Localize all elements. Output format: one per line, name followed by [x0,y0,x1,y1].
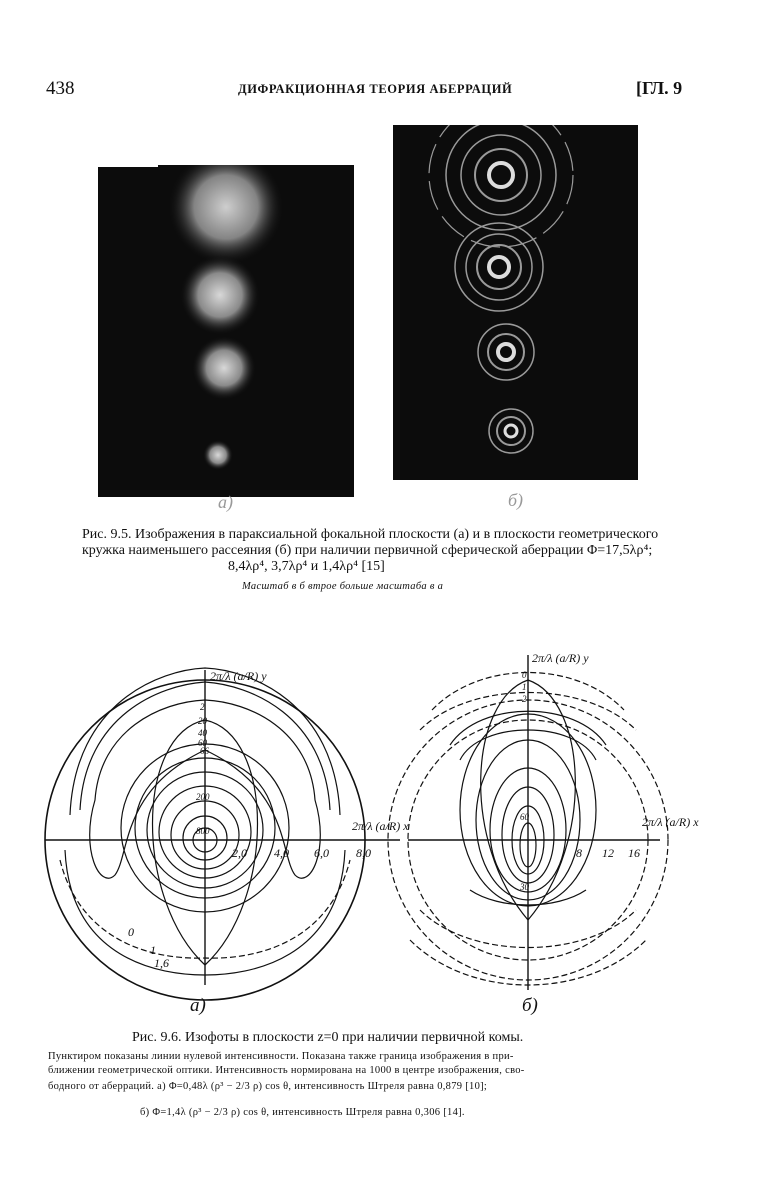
panel-b-contour-label-2: 1 [522,682,527,692]
figure-9-5-caption-line-1: Рис. 9.5. Изображения в параксиальной фокальной плоскости (а) и в плоскости геометрического [82,527,659,542]
panel-a-diagram [45,668,400,1000]
running-title: ДИФРАКЦИОННАЯ ТЕОРИЯ АБЕРРАЦИЙ [238,82,513,96]
figure-9-5-label-b: б) [508,490,524,510]
figure-9-6-label-a: а) [190,995,206,1016]
figure-9-6-label-b: б) [522,995,538,1016]
figure-9-5-photo-a [98,165,354,497]
panel-b-y-axis-label: 2π/λ (a/R) y [532,651,589,665]
spot-1 [168,165,284,265]
panel-b-x-axis-label: 2π/λ (a/R) x [642,815,699,829]
panel-a-contour-label-9: 1 [150,943,156,957]
panel-a-contour-label-6: 200 [196,792,210,802]
ring-set-1 [429,125,573,247]
figure-9-5-caption-line-2: кружка наименьшего рассеяния (б) при наличии первичной сферической аберрации Φ=17,5λρ⁴; [82,543,653,558]
panel-a-x-tick-2: 4,0 [274,846,289,860]
figure-9-5-label-a: а) [218,492,233,512]
figure-9-5-scale-note: Масштаб в б втрое больше масштаба в а [242,581,444,592]
photo-b-rings [393,125,638,480]
figure-9-6-caption-line-1: Пунктиром показаны линии нулевой интенсивности. Показана также граница изображения в при- [48,1051,514,1062]
panel-a-contour-label-5: 66 [200,746,209,756]
panel-a-x-axis-label: 2π/λ (a/R) x [352,819,409,833]
ring-set-2 [455,223,543,311]
panel-a-contour-label-1: 2 [200,702,205,712]
photo-a-spots [98,165,354,497]
chapter-reference: [ГЛ. 9 [636,78,683,98]
figure-9-6-caption-line-2: ближении геометрической оптики. Интенсивность нормирована на 1000 в центре изображения, сво- [48,1065,525,1076]
panel-a-x-tick-1: 2,0 [232,846,247,860]
figure-9-5-photo-b [393,125,638,480]
panel-a-contour-label-4: 60 [198,738,207,748]
panel-a-contour-label-10: 1,6 [154,956,169,970]
panel-a-y-axis-label: 2π/λ (a/R) y [210,669,267,683]
ring-set-3 [478,324,534,380]
figure-9-6-caption-title: Рис. 9.6. Изофоты в плоскости z=0 при наличии первичной комы. [132,1030,524,1045]
panel-b-x-tick-2: 12 [602,846,614,860]
spot-4 [203,440,233,470]
panel-a-x-tick-3: 6,0 [314,846,329,860]
spot-3 [192,336,256,400]
panel-b-diagram [388,655,668,990]
page-number: 438 [46,78,75,99]
panel-a-contour-label-8: 0 [128,925,134,939]
panel-a-contour-label-3: 40 [198,728,207,738]
panel-b-contour-label-5: 30 [520,882,529,892]
panel-a-contour-label-2: 20 [198,716,207,726]
figure-9-5-caption-line-3: 8,4λρ⁴, 3,7λρ⁴ и 1,4λρ⁴ [15] [228,559,385,574]
figure-9-6-caption-line-3: бодного от аберраций. а) Φ=0,48λ (ρ³ − 2/3 ρ) cos θ, интенсивность Штреля равна 0,879 [10]; [48,1081,488,1092]
panel-b-contour-label-1: 0 [522,670,527,680]
panel-a-x-tick-4: 8,0 [356,846,371,860]
panel-b-contour-label-3: 2 [522,694,527,704]
figure-9-6-isophotes [40,640,720,1030]
spot-2 [180,255,260,335]
panel-a-contour-label-7: 800 [196,826,210,836]
panel-b-x-tick-1: 8 [576,846,582,860]
panel-b-contour-label-4: 60 [520,812,529,822]
panel-b-x-tick-3: 16 [628,846,640,860]
ring-set-4 [489,409,533,453]
figure-9-6-caption-line-4: б) Φ=1,4λ (ρ³ − 2/3 ρ) cos θ, интенсивность Штреля равна 0,306 [14]. [140,1107,465,1118]
